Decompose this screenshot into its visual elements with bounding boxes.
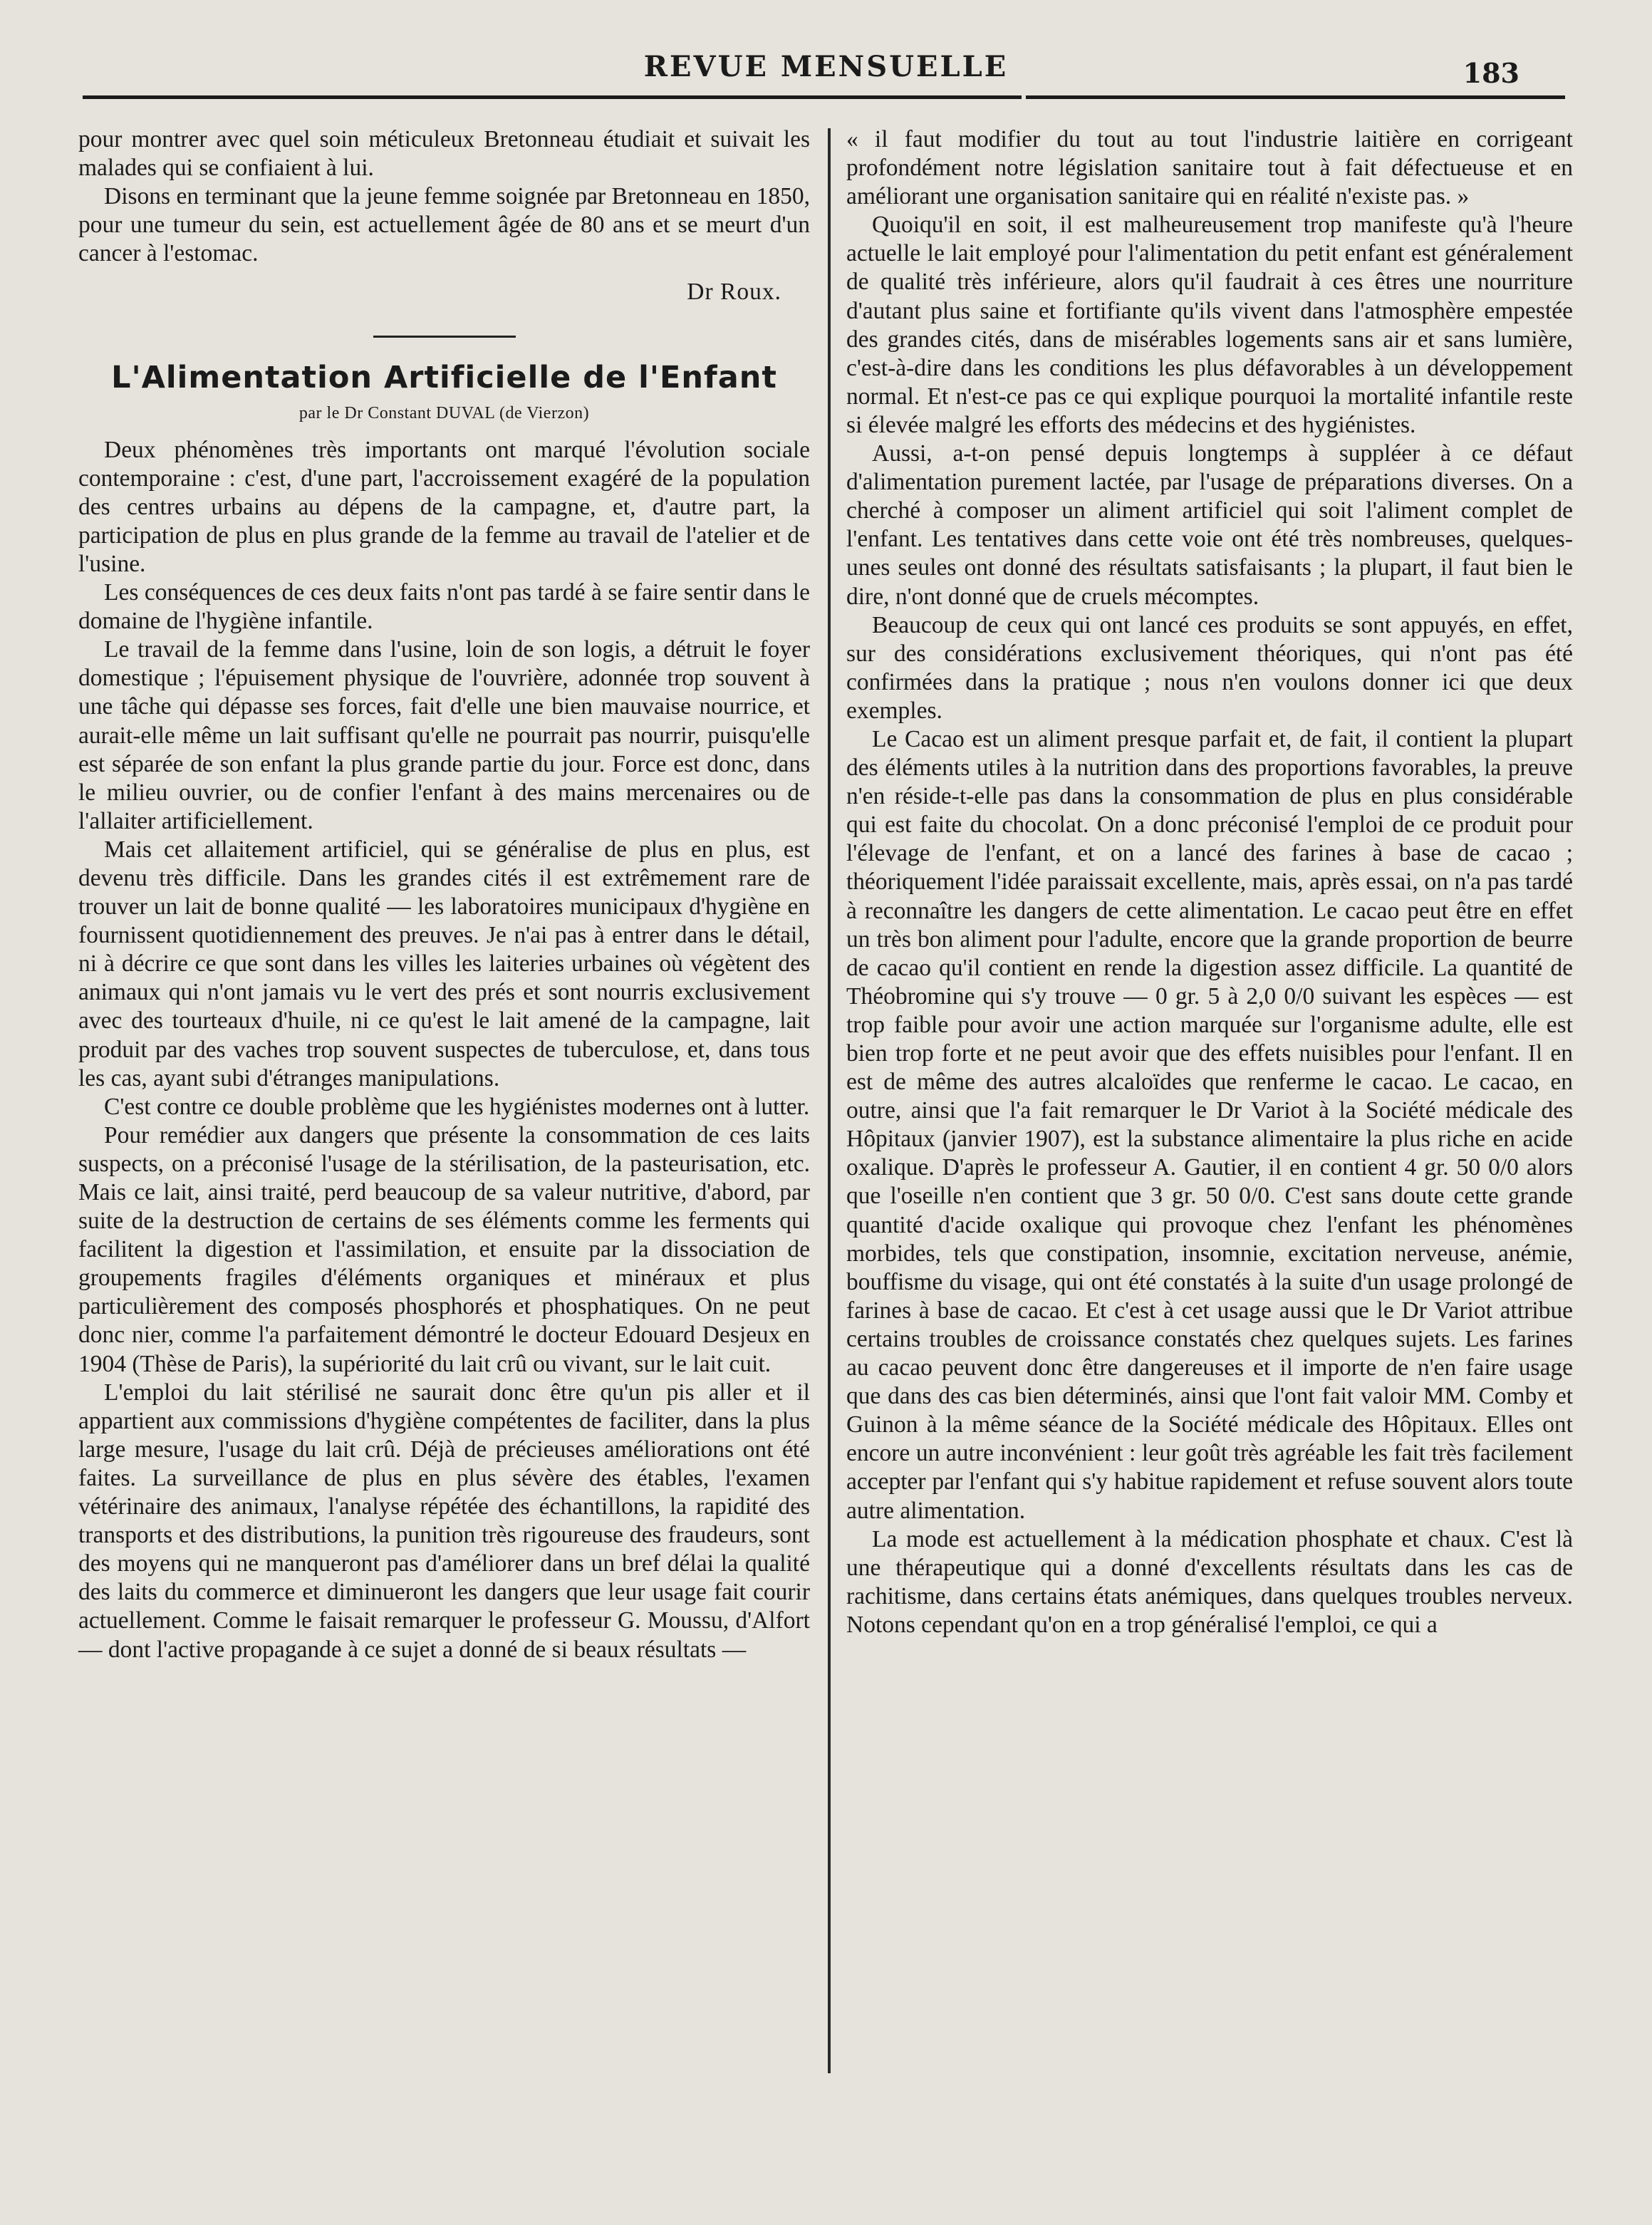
right-column <box>846 125 1573 1639</box>
article-byline: par le Dr Constant DUVAL (de Vierzon) <box>298 403 590 422</box>
article-paragraph: Le Cacao est un aliment presque parfait et, de fait, il contient la plupart des éléments utiles à la nutrition dans des proportions favorables, la preuve n'en réside-t-elle pas dans la consommation de plus en plus considérable qui est faite du chocolat. On a donc préconisé l'emploi de ce produit pour l'élevage de l'enfant, et on a lancé des farines à base de cacao ; théoriquement l'idée paraissait excellente, mais, après essai, on n'a pas tardé à reconnaître les dangers de cette alimentation. Le cacao peut être en effet un très bon aliment pour l'adulte, encore que la grande proportion de beurre de cacao qu'il contient en rende la digestion assez difficile. La quantité de Théobromine qui s'y trouve — 0 gr. 5 à 2,0 0/0 suivant les espèces — est trop faible pour avoir une action marquée sur l'organisme adulte, elle est bien trop forte et ne peut avoir que des effets nuisibles pour l'enfant. Il en est de même des autres alcaloïdes que renferme le cacao. Le cacao, en outre, ainsi que l'a fait remarquer le Dr Variot à la Société médicale des Hôpitaux (janvier 1907), est la substance alimentaire la plus riche en acide oxalique. D'après le professeur A. Gautier, il en contient 4 gr. 50 0/0 alors que l'oseille n'en contient que 3 gr. 50 0/0. C'est sans doute cette grande quantité d'acide oxalique qui provoque chez l'enfant les phénomènes morbides, tels que constipation, insomnie, excitation nerveuse, anémie, bouffisme du visage, qui ont été constatés à la suite d'un usage prolongé de farines à base de cacao. Et c'est à cet usage aussi que le Dr Variot attribue certains troubles de croissance constatés chez quelques sujets. Les farines au cacao peuvent donc être dangereuses et il importe de n'en faire usage que dans des cas bien déterminés, ainsi que l'ont fait valoir MM. Comby et Guinon à la même séance de la Société médicale des Hôpitaux. Elles ont encore un autre inconvénient : leur goût très agréable les fait très facilement accepter par l'enfant qui s'y habitue rapidement et refuse souvent alors toute autre alimentation. <box>846 725 1573 1524</box>
article-title: L'Alimentation Artificielle de l'Enfant <box>111 359 777 395</box>
article-paragraph: « il faut modifier du tout au tout l'industrie laitière en corrigeant profondément notre législation sanitaire tout à fait défectueuse et en améliorant une organisation sanitaire qui en réalité n'existe pas. » <box>846 126 1573 210</box>
previous-article-paragraph: pour montrer avec quel soin méticuleux Bretonneau étudiait et suivait les malades qui se confiaient à lui. <box>78 126 810 182</box>
left-column <box>78 125 810 1664</box>
column-rule <box>828 128 831 2073</box>
article-paragraph: Pour remédier aux dangers que présente la consommation de ces laits suspects, on a préconisé l'usage de la stérilisation, de la pasteurisation, etc. Mais ce lait, ainsi traité, perd beaucoup de sa valeur nutritive, d'abord, par suite de la destruction de certains de ses éléments comme les ferments qui facilitent la digestion et l'assimilation, et ensuite par la dissociation de groupements fragiles d'éléments organiques et minéraux et plus particulièrement des composés phosphorés et phosphatiques. On ne peut donc nier, comme l'a parfaitement démontré le docteur Edouard Desjeux en 1904 (Thèse de Paris), la supériorité du lait crû ou vivant, sur le lait cuit. <box>78 1121 810 1377</box>
article-paragraph: L'emploi du lait stérilisé ne saurait donc être qu'un pis aller et il appartient aux commissions d'hygiène compétentes de faciliter, dans la plus large mesure, l'usage du lait crû. Déjà de précieuses améliorations ont été faites. La surveillance de plus en plus sévère des étables, l'examen vétérinaire des animaux, l'analyse répétée des échantillons, la rapidité des transports et des distributions, la punition très rigoureuse des fraudeurs, sont des moyens qui ne manqueront pas d'améliorer dans un bref délai la qualité des laits du commerce et diminueront les dangers que leur usage fait courir actuellement. Comme le faisait remarquer le professeur G. Moussu, d'Alfort — dont l'active propagande à ce sujet a donné de si beaux résultats — <box>78 1379 810 1663</box>
page-number: 183 <box>1463 57 1519 89</box>
article-paragraph: C'est contre ce double problème que les hygiénistes modernes ont à lutter. <box>104 1093 810 1120</box>
article-paragraph: Les conséquences de ces deux faits n'ont pas tardé à se faire sentir dans le domaine de l'hygiène infantile. <box>78 579 810 635</box>
article-paragraph: Deux phénomènes très importants ont marqué l'évolution sociale contemporaine : c'est, d'une part, l'accroissement exagéré de la population des centres urbains au dépens de la campagne, et, d'autre part, la participation de plus en plus grande de la femme au travail de l'atelier et de l'usine. <box>78 436 810 577</box>
previous-article-paragraph: Disons en terminant que la jeune femme soignée par Bretonneau en 1850, pour une tumeur du sein, est actuellement âgée de 80 ans et se meurt d'un cancer à l'estomac. <box>78 183 810 267</box>
running-header-title: REVUE MENSUELLE <box>643 50 1009 83</box>
author-signature: Dr Roux. <box>687 279 781 306</box>
article-paragraph: Aussi, a-t-on pensé depuis longtemps à suppléer à ce défaut d'alimentation purement lactée, par l'usage de préparations diverses. On a cherché à composer un aliment artificiel qui soit l'aliment complet de l'enfant. Les tentatives dans cette voie ont été très nombreuses, quelques-unes seules ont donné des résultats satisfaisants ; la plupart, il faut bien le dire, n'ont donné que de cruels mécomptes. <box>846 440 1573 610</box>
article-separator <box>373 336 516 338</box>
article-paragraph: Quoiqu'il en soit, il est malheureusement trop manifeste qu'à l'heure actuelle le lait employé pour l'alimentation du petit enfant est généralement de qualité très inférieure, alors qu'il faudrait à ces êtres une nourriture d'autant plus saine et fortifiante qu'ils vivent dans l'atmosphère empestée des grandes cités, dans de misérables logements sans air et sans lumière, c'est-à-dire dans les conditions les plus défavorables à un développement normal. Et n'est-ce pas ce qui explique pourquoi la mortalité infantile reste si élevée malgré les efforts des médecins et des hygiénistes. <box>846 212 1573 438</box>
article-paragraph: La mode est actuellement à la médication phosphate et chaux. C'est là une thérapeutique qui a donné d'excellents résultats dans les cas de rachitisme, dans certains états anémiques, dans quelques troubles nerveux. Notons cependant qu'on en a trop généralisé l'emploi, ce qui a <box>846 1525 1573 1638</box>
header-rule-left <box>83 95 1022 99</box>
header-rule-right <box>1026 95 1565 99</box>
article-paragraph: Le travail de la femme dans l'usine, loin de son logis, a détruit le foyer domestique ; l'épuisement physique de l'ouvrière, adonnée trop souvent à une tâche qui dépasse ses forces, fait d'elle une bien mauvaise nourrice, et aurait-elle même un lait suffisant qu'elle ne pourrait pas nourrir, puisqu'elle est séparée de son enfant la plus grande partie du jour. Force est donc, dans le milieu ouvrier, ou de confier l'enfant à des mains mercenaires ou de l'allaiter artificiellement. <box>78 636 810 834</box>
article-paragraph: Beaucoup de ceux qui ont lancé ces produits se sont appuyés, en effet, sur des considérations exclusivement théoriques, qui n'ont pas été confirmées dans la pratique ; nous n'en voulons donner ici que deux exemples. <box>846 611 1573 724</box>
article-paragraph: Mais cet allaitement artificiel, qui se généralise de plus en plus, est devenu très difficile. Dans les grandes cités il est extrêmement rare de trouver un lait de bonne qualité — les laboratoires municipaux d'hygiène en fournissent quotidiennement des preuves. Je n'ai pas à entrer dans le détail, ni à décrire ce que sont dans les villes les laiteries urbaines où végètent des animaux qui n'ont jamais vu le vert des prés et sont nourris exclusivement avec des tourteaux d'huile, ni ce qu'est le lait amené de la campagne, lait produit par des vaches trop souvent suspectes de tuberculose, et, dans tous les cas, ayant subi d'étranges manipulations. <box>78 836 810 1091</box>
